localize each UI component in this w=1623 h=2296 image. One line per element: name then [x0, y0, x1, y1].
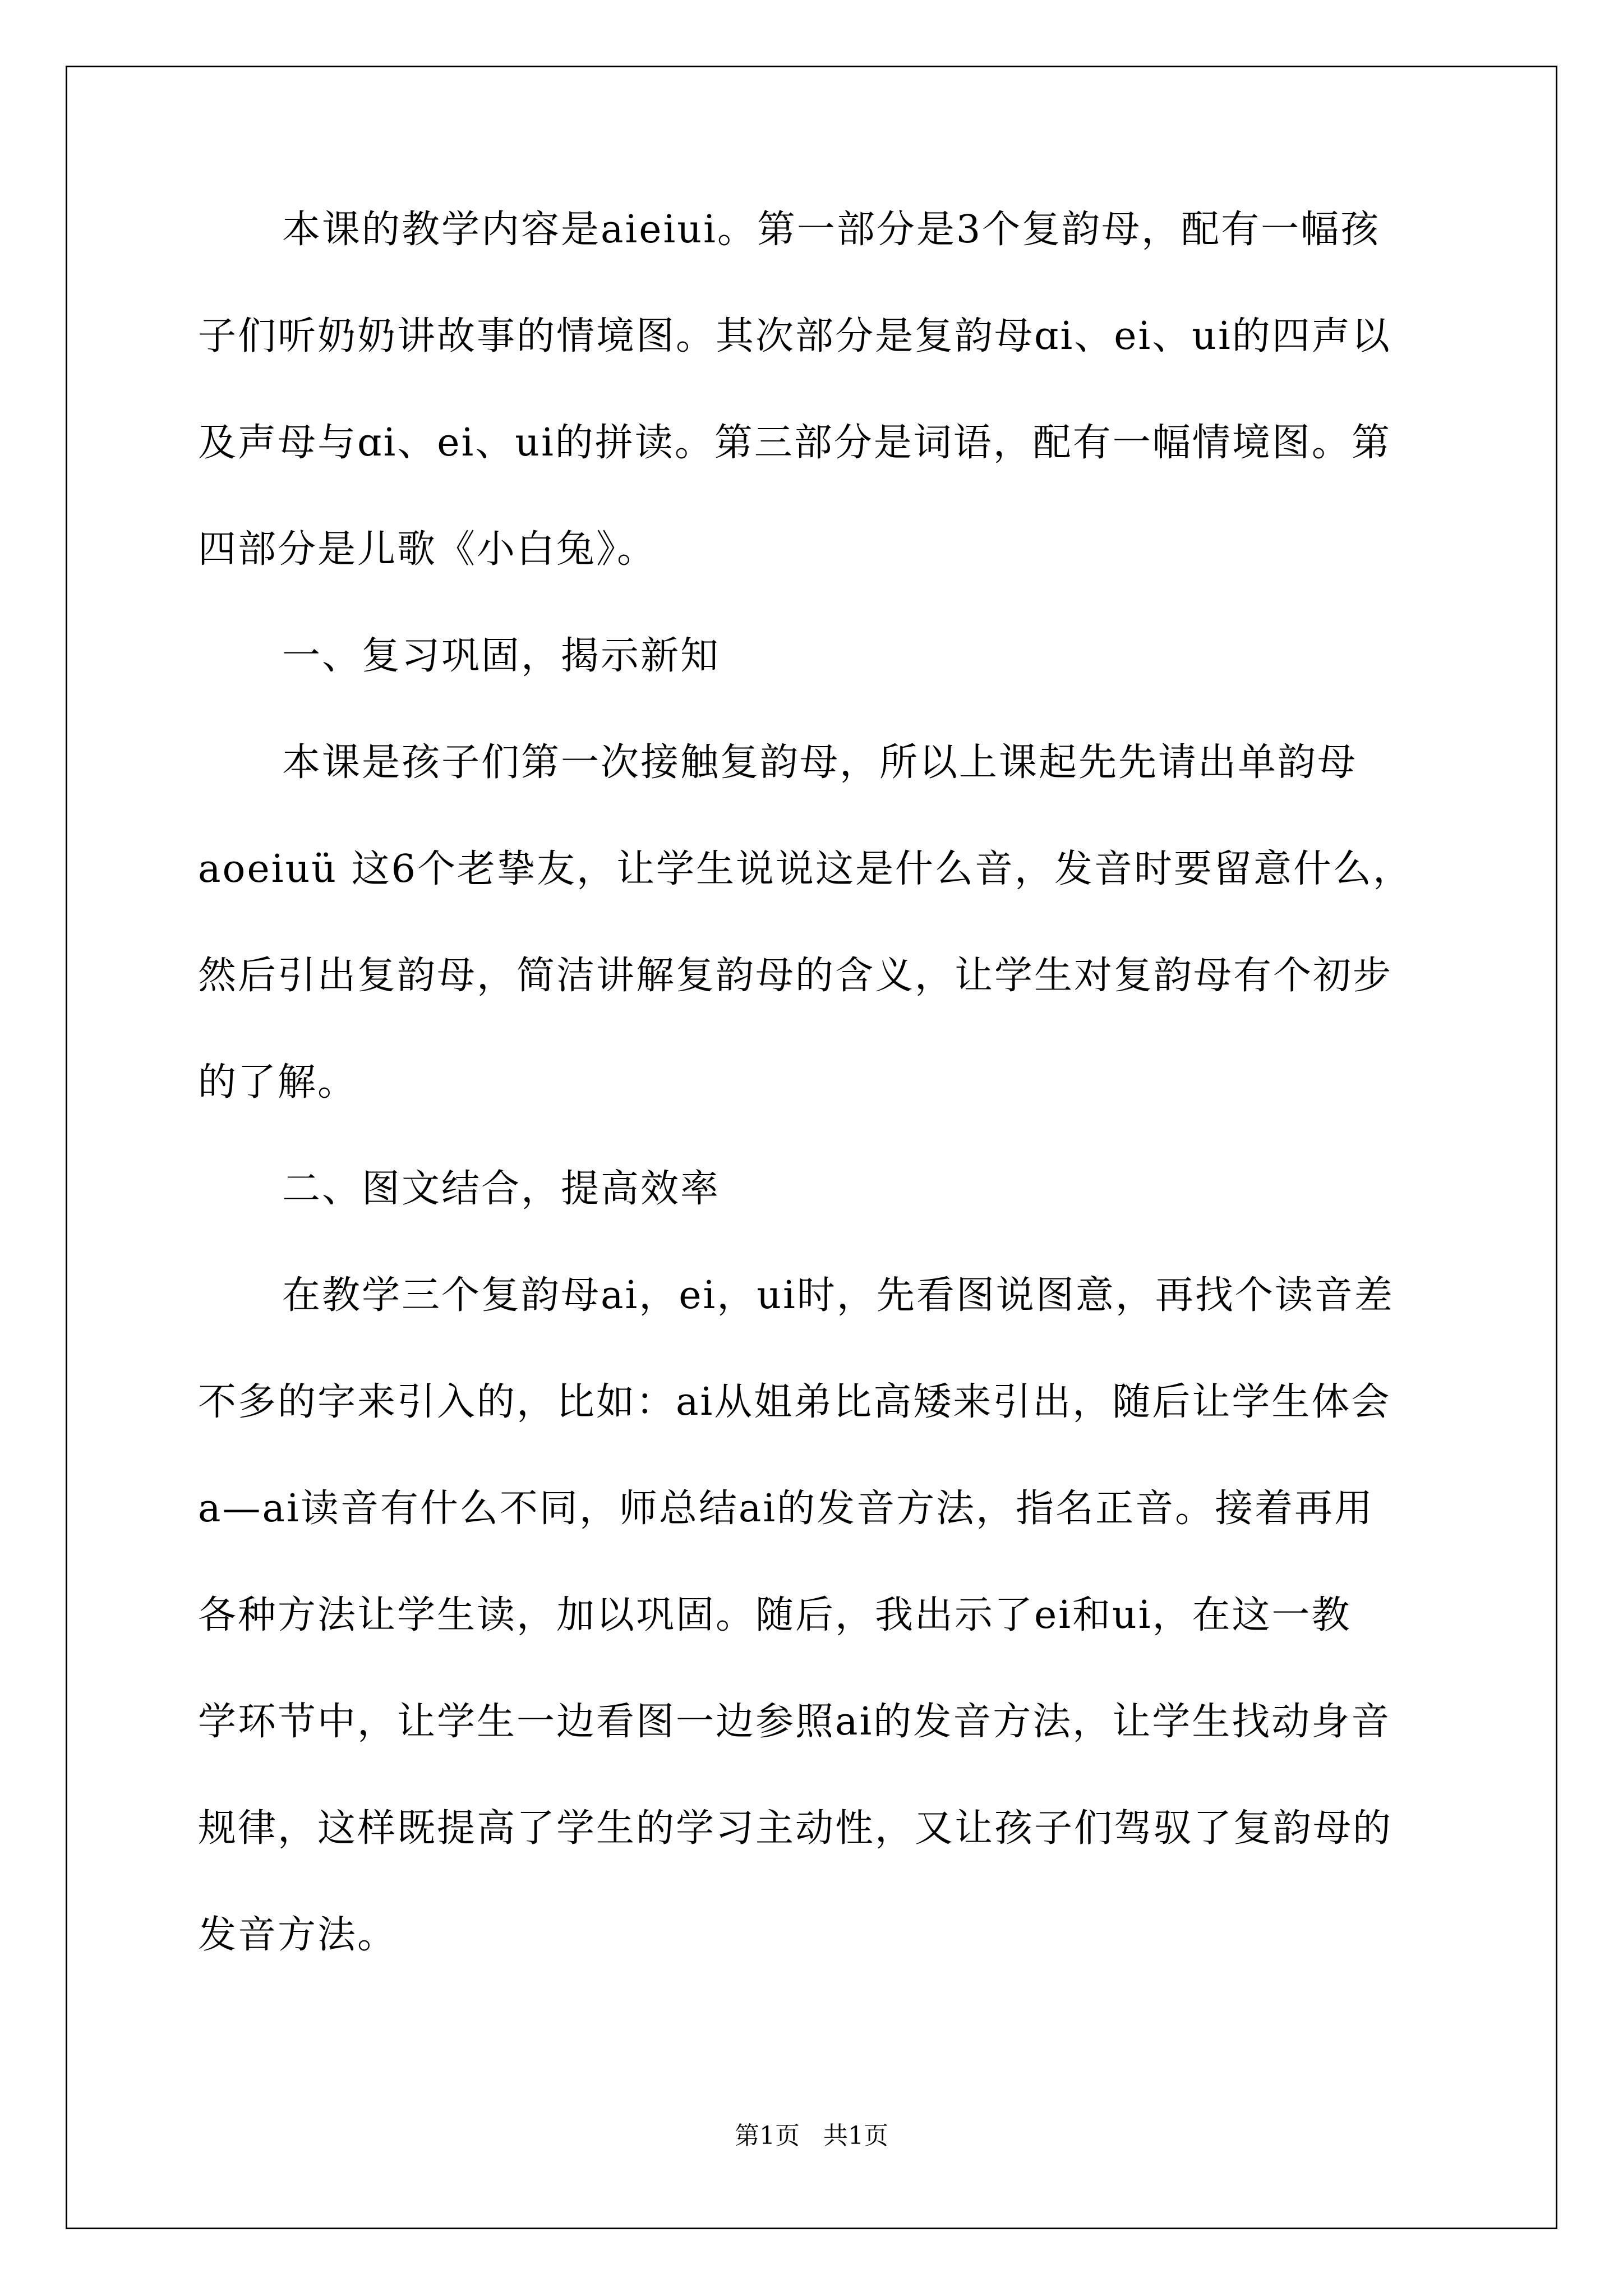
paragraph-1-line-4: 四部分是儿歌《小白兔》。	[198, 527, 657, 572]
paragraph-2-line-1: 本课是孩子们第一次接触复韵母，所以上课起先先请出单韵母	[282, 740, 1358, 785]
paragraph-3-line-3: a—ai读音有什么不同，师总结ai的发音方法，指名正音。接着再用	[198, 1487, 1375, 1531]
paragraph-3-line-1: 在教学三个复韵母ai，ei，ui时，先看图说图意，再找个读音差	[282, 1273, 1394, 1318]
paragraph-3-line-5: 学环节中，让学生一边看图一边参照ai的发音方法，让学生找动身音	[198, 1700, 1391, 1744]
page-number-footer: 第1页 共1页	[735, 2122, 888, 2150]
paragraph-1-line-3: 及声母与ɑi、ei、ui的拼读。第三部分是词语，配有一幅情境图。第	[198, 421, 1391, 465]
paragraph-3-line-6: 规律，这样既提高了学生的学习主动性，又让孩子们驾驭了复韵母的	[198, 1806, 1393, 1851]
paragraph-1-line-1: 本课的教学内容是aieiui。第一部分是3个复韵母，配有一幅孩	[282, 208, 1381, 252]
paragraph-3-line-2: 不多的字来引入的，比如：ai从姐弟比高矮来引出，随后让学生体会	[198, 1380, 1391, 1424]
paragraph-2-line-2: aoeiuü 这6个老挚友，让学生说说这是什么音，发音时要留意什么，	[198, 847, 1413, 891]
page-border	[66, 66, 1557, 2229]
section-heading-1: 一、复习巩固，揭示新知	[282, 634, 721, 678]
paragraph-3-line-4: 各种方法让学生读，加以巩固。随后，我出示了ei和ui，在这一教	[198, 1593, 1352, 1637]
paragraph-1-line-2: 子们听奶奶讲故事的情境图。其次部分是复韵母ɑi、ei、ui的四声以	[198, 314, 1391, 358]
paragraph-3-line-7: 发音方法。	[198, 1913, 398, 1957]
paragraph-2-line-3: 然后引出复韵母，简洁讲解复韵母的含义，让学生对复韵母有个初步	[198, 954, 1393, 998]
section-heading-2: 二、图文结合，提高效率	[282, 1167, 721, 1211]
paragraph-2-line-4: 的了解。	[198, 1060, 358, 1105]
